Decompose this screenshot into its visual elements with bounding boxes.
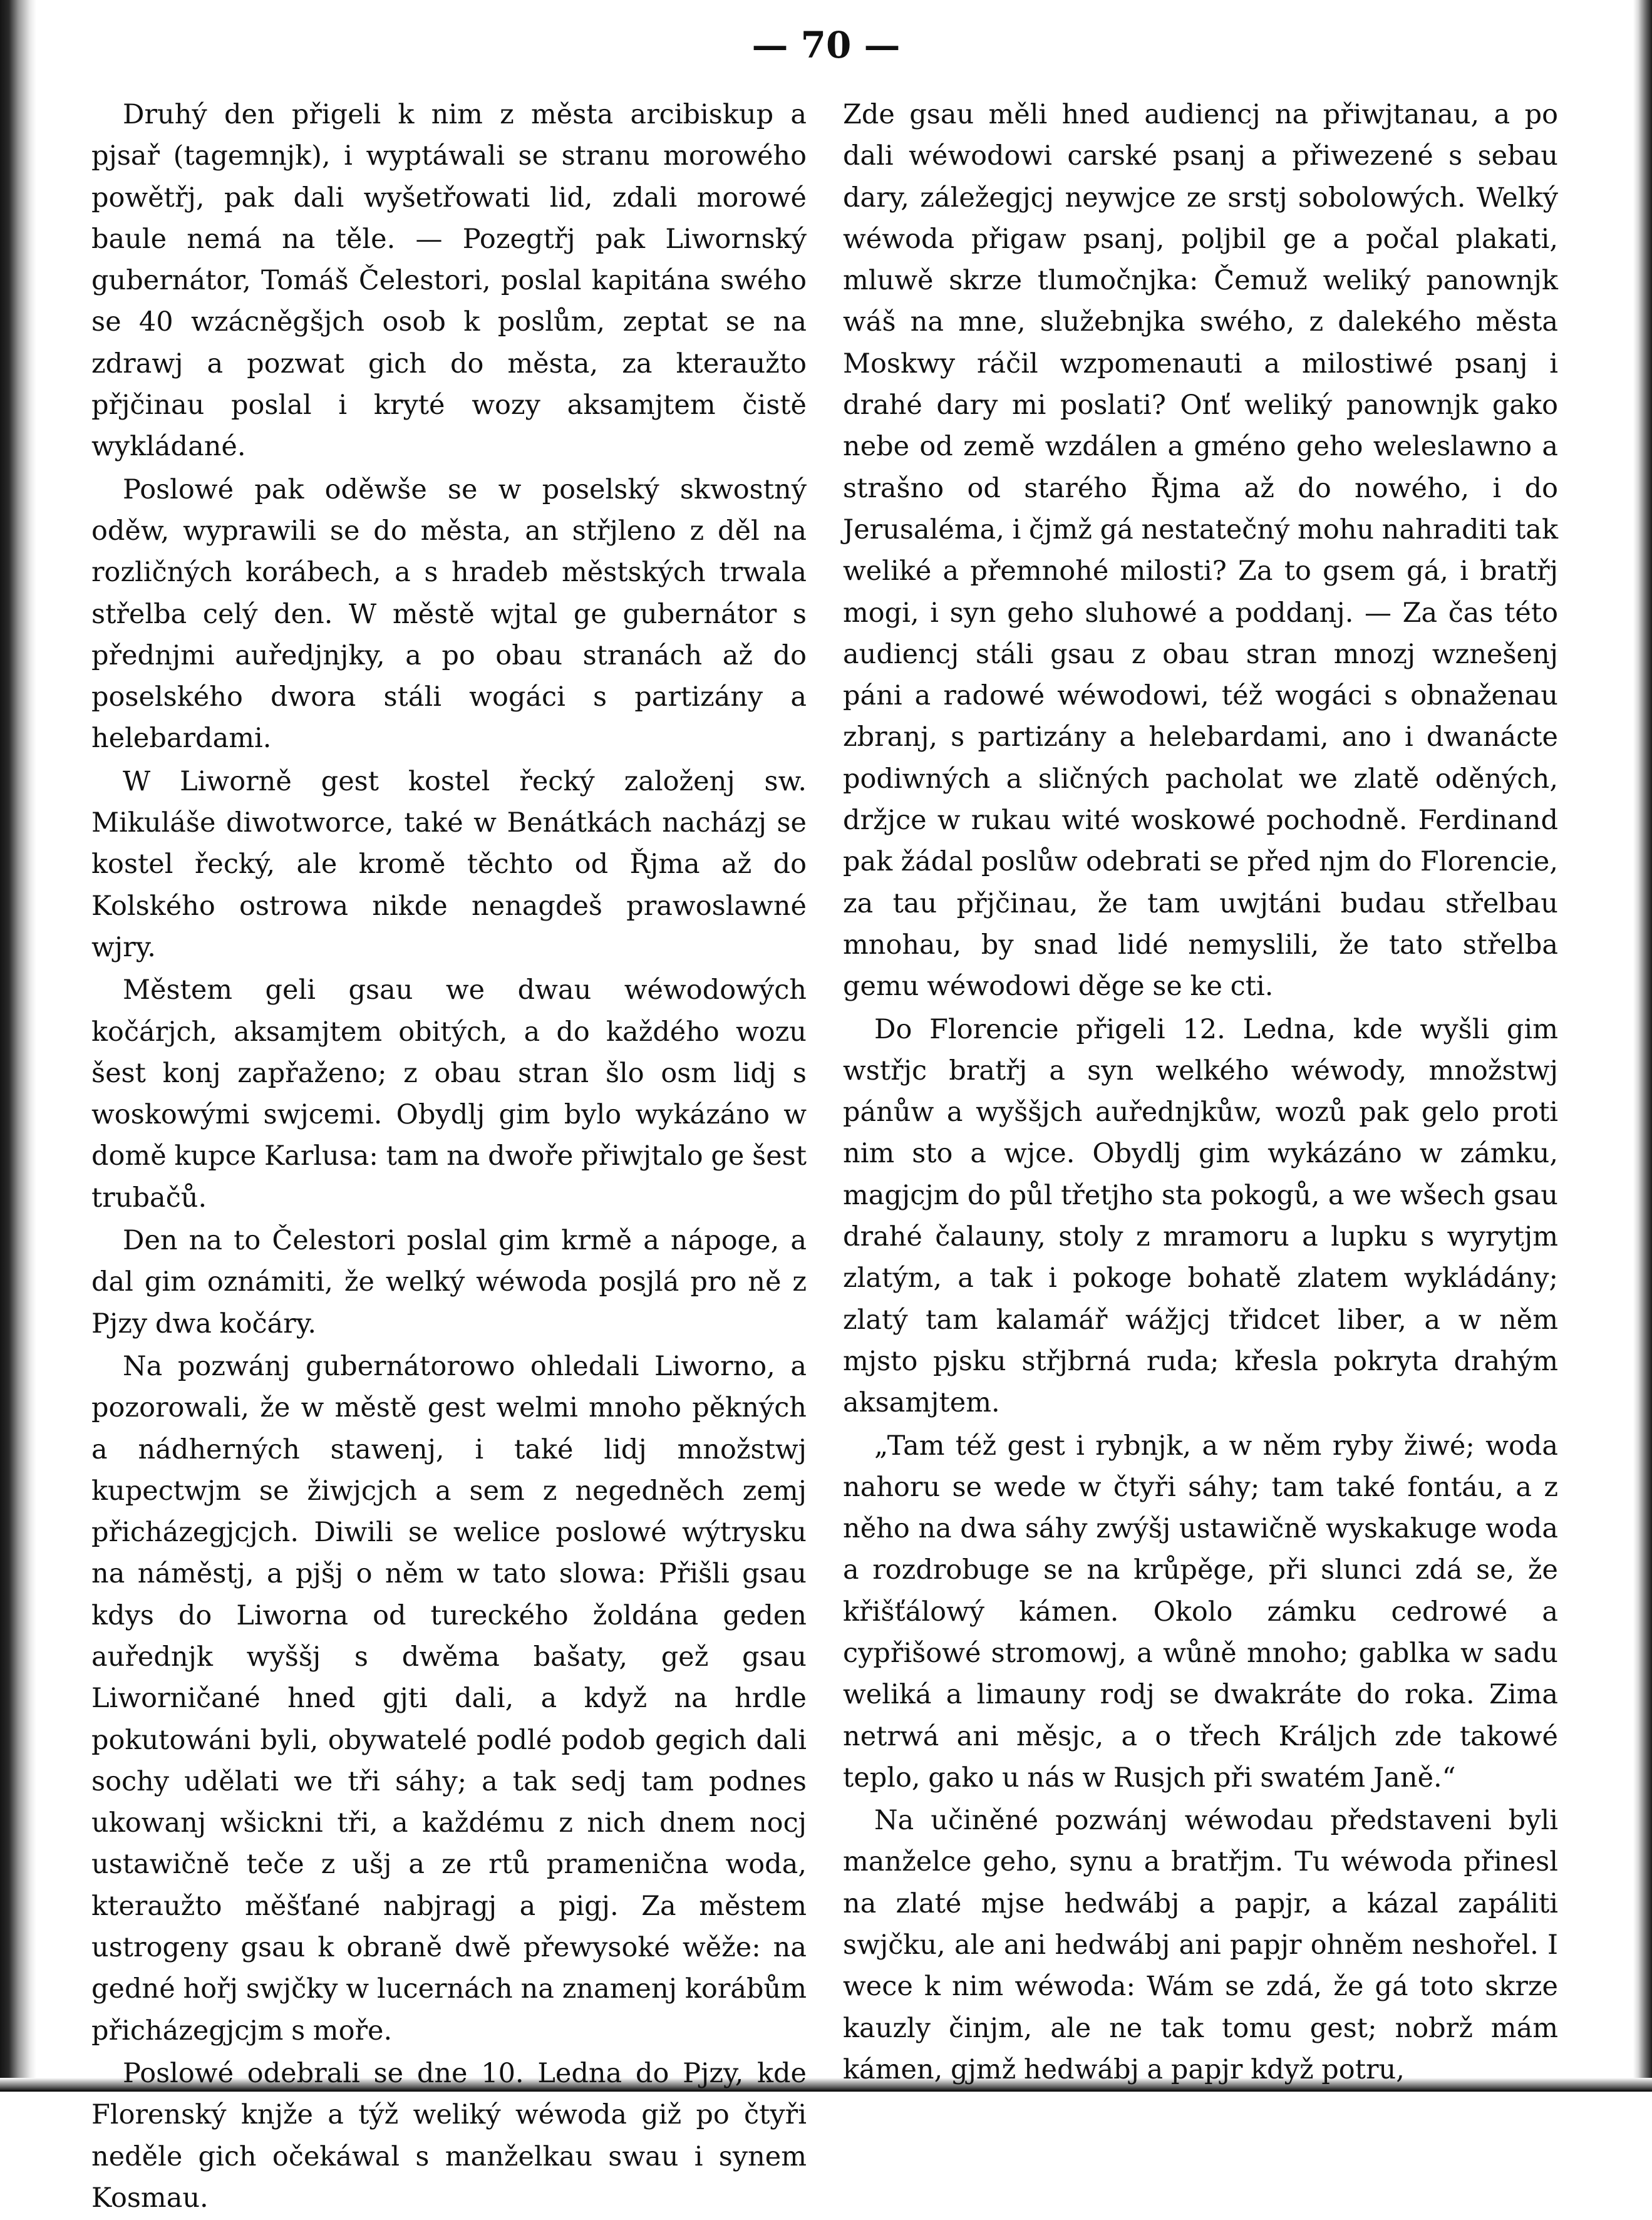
paragraph: W Liworně gest kostel řecký založenj sw. Mikuláše diwotworce, také w Benátkách nacházj se kostel řecký, ale kromě těchto od Řjma až do Kolského ostrowa nikde nenagdeš prawoslawné wjry.: [91, 765, 807, 963]
paragraph: Poslowé pak oděwše se w poselský skwostný oděw, wyprawili se do města, an střjleno z děl na rozličných korábech, a s hradeb městských trwala střelba celý den. W městě wjtal ge gubernátor s přednjmi auředjnjky, a po obau stranách až do poselského dwora stáli wogáci s partizány a helebardami.: [91, 473, 807, 755]
paragraph: Den na to Čelestori poslal gim krmě a nápoge, a dal gim oznámiti, že welký wéwoda posjlá pro ně z Pjzy dwa kočáry.: [91, 1225, 807, 1340]
paragraph: Druhý den přigeli k nim z města arcibiskup a pjsař (tagemnjk), i wyptáwali se stranu morowého powětřj, pak dali wyšetřowati lid, zdali morowé baule nemá na těle. — Pozegtřj pak Liwornský gubernátor, Tomáš Čelestori, poslal kapitána swého se 40 wzácněgšjch osob k poslům, zeptat se na zdrawj a pozwat gich do města, za kteraužto přjčinau poslal i kryté wozy aksamjtem čistě wykládané.: [91, 99, 807, 463]
paragraph: Na učiněné pozwánj wéwodau představeni byli manželce geho, synu a bratřjm. Tu wéwoda přinesl na zlaté mjse hedwábj a papjr, a kázal zapáliti swjčku, ale ani hedwábj ani papjr ohněm neshořel. I wece k nim wéwoda: Wám se zdá, že gá toto skrze kauzly činjm, ale ne tak tomu gest; nobrž mám kámen, gjmž hedwábj a papjr když potru,: [843, 1805, 1558, 2085]
paragraph: Poslowé odebrali se dne 10. Ledna do Pjzy, kde Florenský knjže a týž weliký wéwoda giž po čtyři neděle gich očekáwal s manželkau swau i synem Kosmau.: [91, 2057, 807, 2214]
paragraph: Na pozwánj gubernátorowo ohledali Liworno, a pozorowali, že w městě gest welmi mnoho pěkných a nádherných stawenj, i také lidj množstwj kupectwjm se žiwjcjch a sem z negedněch zemj přicházegjcjch. Diwili se welice poslowé wýtrysku na náměstj, a pjšj o něm w tato slowa: Přišli gsau kdys do Liworna od tureckého žoldána geden auřednjk wyššj s dwěma bašaty, gež gsau Liworničané hned gjti dali, a když na hrdle pokutowáni byli, obywatelé podlé podob gegich dali sochy udělati we tři sáhy; a tak sedj tam podnes ukowanj wšickni tři, a každému z nich dnem nocj ustawičně teče z ušj a ze rtů pramenična woda, kteraužto měšťané nabjragj a pigj. Za městem ustrogeny gsau k obraně dwě přewysoké wěže: na gedné hořj swjčky w lucernách na znamenj korábům přicházegjcjm s moře.: [91, 1350, 807, 2047]
scan-edge-left: [0, 0, 36, 2092]
right-column: [843, 94, 1558, 2092]
paragraph: „Tam též gest i rybnjk, a w něm ryby žiwé; woda nahoru se wede w čtyři sáhy; tam také fontáu, a z něho na dwa sáhy zwýšj ustawičně wyskakuge woda a rozdrobuge se na krůpěge, při slunci zdá se, že křišťálowý kámen. Okolo zámku cedrowé a cypřišowé stromowj, a wůně mnoho; gablka w sadu weliká a limauny rodj se dwakráte do roka. Zima netrwá ani měsjc, a o třech Králjch zde takowé teplo, gako u nás w Rusjch při swatém Janě.“: [843, 1430, 1558, 1794]
paragraph: Zde gsau měli hned audiencj na přiwjtanau, a po dali wéwodowi carské psanj a přiwezené s sebau dary, záležegjcj neywjce ze srstj sobolowých. Welký wéwoda přigaw psanj, poljbil ge a počal plakati, mluwě skrze tlumočnjka: Čemuž weliký panownjk wáš na mne, služebnjka swého, z dalekého města Moskwy ráčil wzpomenauti a milostiwé psanj i drahé dary mi poslati? Onť weliký panownjk gako nebe od země wzdálen a gméno geho weleslawno a strašno od starého Řjma až do nowého, i do Jerusaléma, i čjmž gá nestatečný mohu nahraditi tak weliké a přemnohé milosti? Za to gsem gá, i bratřj mogi, i syn geho sluhowé a poddanj. — Za čas této audiencj stáli gsau z obau stran mnozj wznešenj páni a radowé wéwodowi, též wogáci s obnaženau zbranj, s partizány a helebardami, ano i dwanácte podiwných a sličných pacholat we zlatě oděných, držjce w rukau wité woskowé pochodně. Ferdinand pak žádal poslůw odebrati se před njm do Florencie, za tau přjčinau, že tam uwjtáni budau střelbau mnohau, by snad lidé nemyslili, že tato střelba gemu wéwodowi děge se ke cti.: [843, 99, 1558, 1003]
left-column: [91, 94, 807, 2220]
paragraph: Do Florencie přigeli 12. Ledna, kde wyšli gim wstřjc bratřj a syn welkého wéwody, množstwj pánůw a wyššjch auřednjkůw, wozů pak gelo proti nim sto a wjce. Obydlj gim wykázáno w zámku, magjcjm do půl třetjho sta pokogů, a we wšech gsau drahé čalauny, stoly z mramoru a lupku s wyrytjm zlatým, a tak i pokoge bohatě zlatem wykládány; zlatý tam kalamář wážjcj třidcet liber, a w něm mjsto pjsku střjbrná ruda; křesla pokryta drahým aksamjtem.: [843, 1013, 1558, 1419]
scan-edge-right: [1633, 0, 1652, 2092]
page-number: — 70 —: [751, 24, 901, 66]
paragraph: Městem geli gsau we dwau wéwodowých kočárjch, aksamjtem obitých, a do každého wozu šest konj zapřaženo; z obau stran šlo osm lidj s woskowými swjcemi. Obydlj gim bylo wykázáno w domě kupce Karlusa: tam na dwoře přiwjtalo ge šest trubačů.: [91, 974, 807, 1214]
